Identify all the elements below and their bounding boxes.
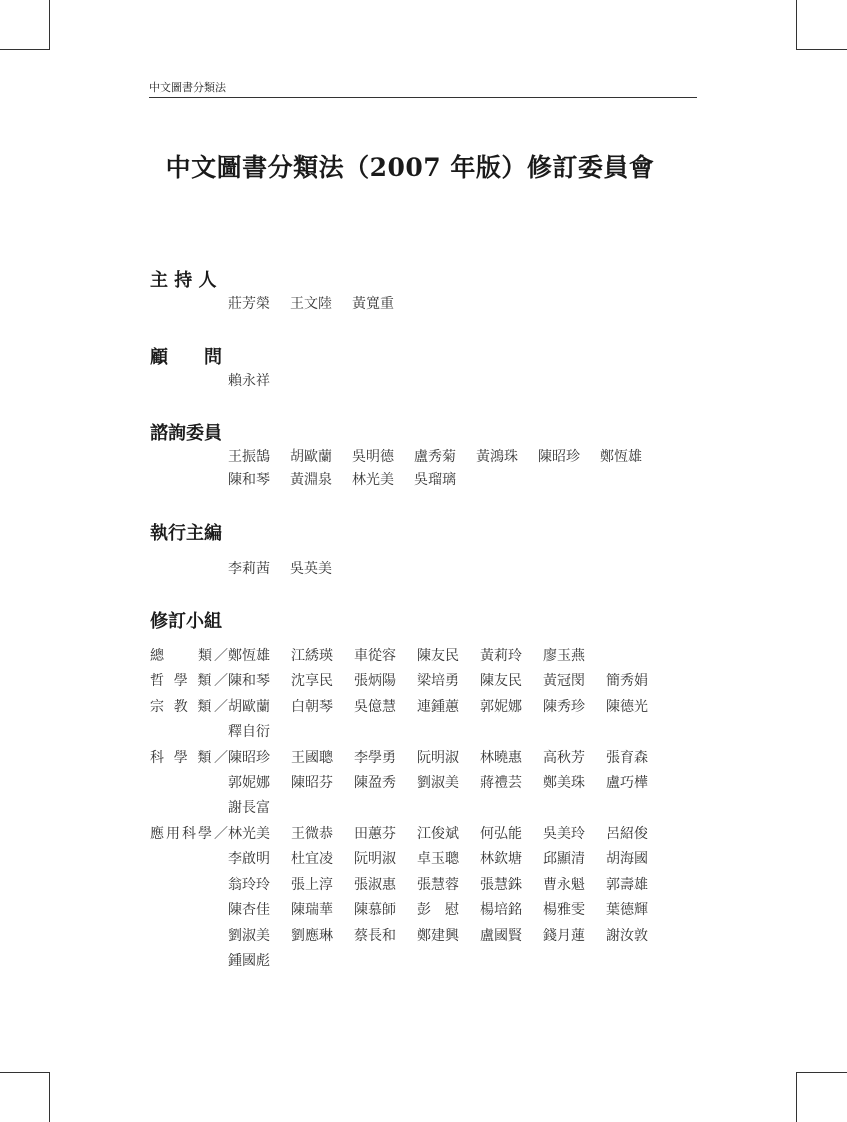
person-name: 吳明德 [352, 449, 394, 465]
person-name: 陳友民 [417, 648, 459, 664]
person-name: 何弘能 [480, 826, 522, 842]
person-name: 梁培勇 [417, 673, 459, 689]
person-name: 江俊斌 [417, 826, 459, 842]
group-row-science-cont2 [228, 797, 291, 817]
person-name: 李啟明 [228, 851, 270, 867]
person-name: 謝長富 [228, 800, 270, 816]
person-name: 陳友民 [480, 673, 522, 689]
running-header [149, 80, 697, 98]
person-name: 鄭恆雄 [600, 449, 642, 465]
person-name: 張炳陽 [354, 673, 396, 689]
person-name: 王振鵠 [228, 449, 270, 465]
person-name: 楊雅雯 [543, 902, 585, 918]
person-name: 陳和琴 [228, 673, 270, 689]
person-name: 劉應琳 [291, 928, 333, 944]
group-row-religion [150, 696, 669, 716]
person-name: 張上淳 [291, 877, 333, 893]
section-title-editor: 執行主編 [150, 523, 222, 544]
group-row-applied-cont5 [228, 950, 291, 970]
person-name: 廖玉燕 [543, 648, 585, 664]
person-name: 郭妮娜 [228, 775, 270, 791]
person-name: 蔣禮芸 [480, 775, 522, 791]
person-name: 林欽塘 [480, 851, 522, 867]
person-name: 王國聰 [291, 750, 333, 766]
section-title-advisor: 顧 問 [150, 347, 222, 368]
person-name: 賴永祥 [228, 373, 270, 389]
person-name: 胡歐蘭 [228, 699, 270, 715]
person-name: 林光美 [228, 826, 270, 842]
person-name: 黃莉玲 [480, 648, 522, 664]
person-name: 翁玲玲 [228, 877, 270, 893]
person-name: 黃鴻珠 [476, 449, 518, 465]
person-name: 胡歐蘭 [290, 449, 332, 465]
person-name: 李學勇 [354, 750, 396, 766]
person-name: 張慧銖 [480, 877, 522, 893]
person-name: 林光美 [352, 472, 394, 488]
names-consult-row2 [228, 469, 476, 489]
person-name: 簡秀娟 [606, 673, 648, 689]
names-consult-row1 [228, 446, 662, 466]
person-name: 蔡長和 [354, 928, 396, 944]
person-name: 田蕙芬 [354, 826, 396, 842]
person-name: 陳瑞華 [291, 902, 333, 918]
person-name: 莊芳榮 [228, 296, 270, 312]
running-title: 中文圖書分類法 [149, 81, 226, 94]
person-name: 吳英美 [290, 561, 332, 577]
person-name: 王文陸 [290, 296, 332, 312]
page-title: 中文圖書分類法（2007 年版）修訂委員會 [165, 153, 655, 182]
person-name: 鄭美珠 [543, 775, 585, 791]
group-row-applied-cont4 [228, 925, 669, 945]
person-name: 邱顯清 [543, 851, 585, 867]
group-label-religion: 宗 教 類／ [150, 699, 228, 715]
person-name: 連鍾蕙 [417, 699, 459, 715]
group-row-applied-cont2 [228, 874, 669, 894]
person-name: 林曉惠 [480, 750, 522, 766]
person-name: 王微恭 [291, 826, 333, 842]
person-name: 盧國賢 [480, 928, 522, 944]
crop-mark-bl-v [49, 1072, 50, 1122]
person-name: 盧秀菊 [414, 449, 456, 465]
person-name: 鄭建興 [417, 928, 459, 944]
person-name: 阮明淑 [417, 750, 459, 766]
person-name: 陳昭芬 [291, 775, 333, 791]
group-row-religion-cont [228, 721, 291, 741]
person-name: 張育森 [606, 750, 648, 766]
person-name: 郭妮娜 [480, 699, 522, 715]
crop-mark-br-v [796, 1072, 797, 1122]
group-row-science [150, 747, 669, 767]
group-row-science-cont1 [228, 772, 669, 792]
person-name: 陳秀珍 [543, 699, 585, 715]
person-name: 劉淑美 [228, 928, 270, 944]
person-name: 陳和琴 [228, 472, 270, 488]
group-label-science: 科 學 類／ [150, 750, 228, 766]
person-name: 車從容 [354, 648, 396, 664]
person-name: 葉德輝 [606, 902, 648, 918]
person-name: 呂紹俊 [606, 826, 648, 842]
group-row-applied-cont1 [228, 848, 669, 868]
person-name: 杜宜凌 [291, 851, 333, 867]
names-editor [228, 558, 352, 578]
person-name: 鍾國彪 [228, 953, 270, 969]
person-name: 沈享民 [291, 673, 333, 689]
section-title-host: 主 持 人 [150, 270, 217, 291]
person-name: 彭 慰 [417, 902, 459, 918]
person-name: 釋自衍 [228, 724, 270, 740]
person-name: 陳德光 [606, 699, 648, 715]
names-host [228, 293, 414, 313]
person-name: 吳瑠璃 [414, 472, 456, 488]
person-name: 吳億慧 [354, 699, 396, 715]
group-row-general [150, 645, 606, 665]
person-name: 黃寬重 [352, 296, 394, 312]
person-name: 陳昭珍 [538, 449, 580, 465]
person-name: 白朝琴 [291, 699, 333, 715]
person-name: 吳美玲 [543, 826, 585, 842]
person-name: 陳慕師 [354, 902, 396, 918]
person-name: 阮明淑 [354, 851, 396, 867]
group-row-applied-cont3 [228, 899, 669, 919]
person-name: 陳昭珍 [228, 750, 270, 766]
section-title-revision: 修訂小組 [150, 611, 222, 632]
group-label-applied: 應用科學／ [150, 826, 228, 842]
crop-mark-tr-v [796, 0, 797, 50]
person-name: 黃淵泉 [290, 472, 332, 488]
person-name: 曹永魁 [543, 877, 585, 893]
crop-mark-bl-h [0, 1072, 50, 1073]
person-name: 郭壽雄 [606, 877, 648, 893]
person-name: 卓玉聰 [417, 851, 459, 867]
person-name: 盧巧樺 [606, 775, 648, 791]
group-row-applied [150, 823, 669, 843]
group-row-philosophy [150, 670, 669, 690]
person-name: 陳杏佳 [228, 902, 270, 918]
person-name: 李莉茜 [228, 561, 270, 577]
names-advisor [228, 370, 290, 390]
person-name: 楊培銘 [480, 902, 522, 918]
crop-mark-tr-h [796, 49, 847, 50]
group-label-philosophy: 哲 學 類／ [150, 673, 228, 689]
person-name: 黃冠閔 [543, 673, 585, 689]
crop-mark-tl-v [49, 0, 50, 50]
person-name: 陳盈秀 [354, 775, 396, 791]
section-title-consult: 諮詢委員 [150, 423, 222, 444]
group-label-general: 總 類／ [150, 648, 228, 664]
person-name: 劉淑美 [417, 775, 459, 791]
person-name: 張慧蓉 [417, 877, 459, 893]
person-name: 江綉瑛 [291, 648, 333, 664]
person-name: 胡海國 [606, 851, 648, 867]
person-name: 張淑惠 [354, 877, 396, 893]
person-name: 謝汝敦 [606, 928, 648, 944]
crop-mark-br-h [796, 1072, 847, 1073]
person-name: 高秋芳 [543, 750, 585, 766]
person-name: 鄭恆雄 [228, 648, 270, 664]
person-name: 錢月蓮 [543, 928, 585, 944]
crop-mark-tl-h [0, 49, 50, 50]
